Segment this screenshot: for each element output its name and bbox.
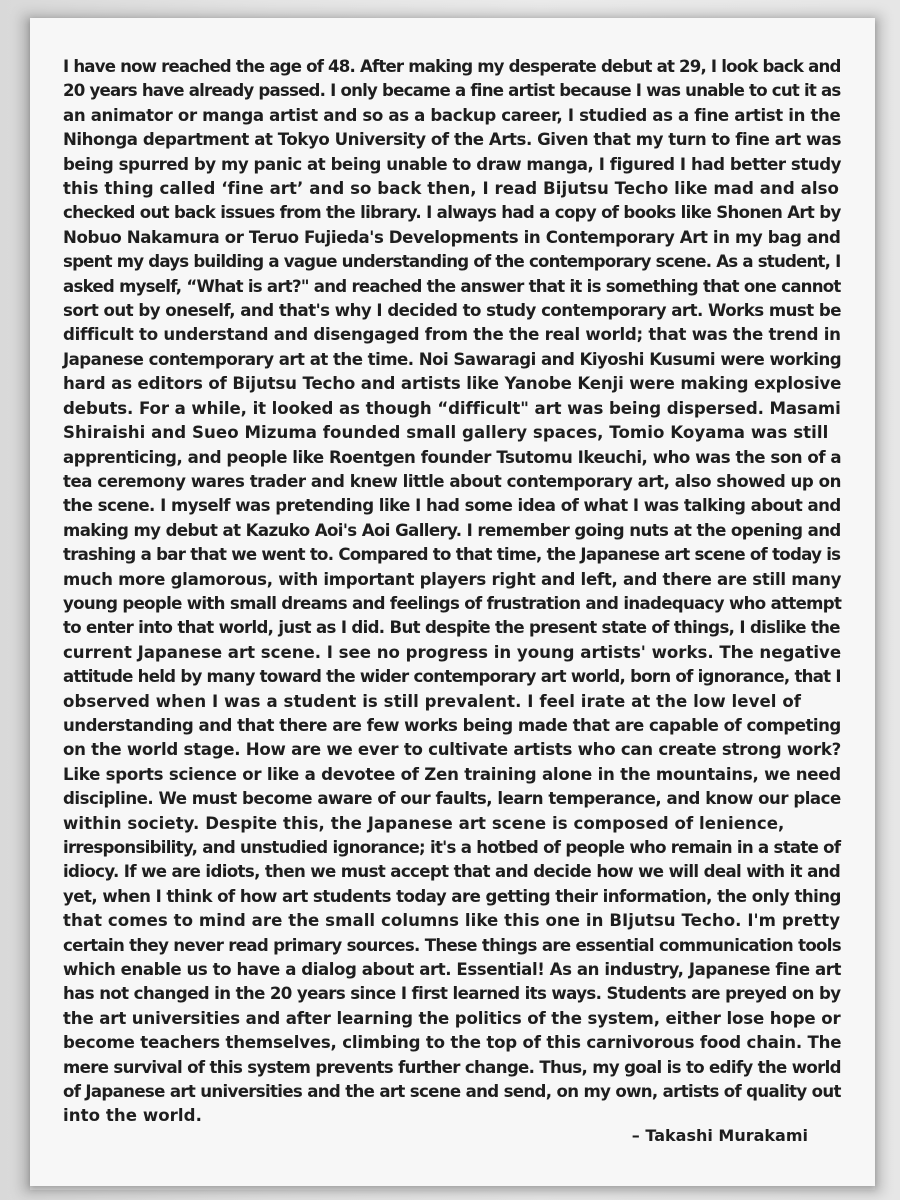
statement-line: much more glamorous, with important players right and left, and there are still many — [63, 569, 842, 589]
statement-line: making my debut at Kazuko Aoi's Aoi Gallery. I remember going nuts at the opening and — [63, 520, 841, 540]
statement-line: within society. Despite this, the Japanese art scene is composed of lenience, — [63, 813, 785, 833]
statement-line: an animator or manga artist and so as a backup career, I studied as a fine artist in the — [63, 105, 841, 125]
statement-line: difficult to understand and disengaged from the the real world; that was the trend in — [63, 325, 841, 345]
statement-line: discipline. We must become aware of our faults, learn temperance, and know our place — [63, 789, 841, 809]
statement-line: sort out by oneself, and that's why I decided to study contemporary art. Works must be — [63, 301, 842, 321]
statement-line: young people with small dreams and feelings of frustration and inadequacy who attempt — [63, 593, 842, 613]
statement-line: Like sports science or like a devotee of Zen training alone in the mountains, we need — [63, 764, 841, 784]
statement-line: the art universities and after learning the politics of the system, either lose hope or — [63, 1008, 841, 1028]
statement-line: to enter into that world, just as I did. But despite the present state of things, I dislike the — [63, 618, 840, 638]
statement-line: debuts. For a while, it looked as though “difficult" art was being dispersed. Masami — [63, 398, 841, 418]
statement-line: tea ceremony wares trader and knew little about contemporary art, also showed up on — [63, 471, 841, 491]
statement-line: has not changed in the 20 years since I first learned its ways. Students are preyed on by — [63, 984, 841, 1004]
statement-line: 20 years have already passed. I only became a fine artist because I was unable to cut it as — [63, 81, 841, 101]
statement-line: attitude held by many toward the wider contemporary art world, born of ignorance, that I — [63, 667, 841, 687]
statement-line: Nobuo Nakamura or Teruo Fujieda's Developments in Contemporary Art in my bag and — [63, 227, 841, 247]
statement-line: certain they never read primary sources. These things are essential communication tools — [63, 935, 841, 955]
statement-line: idiocy. If we are idiots, then we must accept that and decide how we will deal with it and — [63, 862, 841, 882]
attribution: – Takashi Murakami — [631, 1126, 808, 1145]
artist-statement — [63, 55, 845, 1129]
statement-line: Shiraishi and Sueo Mizuma founded small gallery spaces, Tomio Koyama was still — [63, 423, 829, 443]
statement-line: Japanese contemporary art at the time. Noi Sawaragi and Kiyoshi Kusumi were working — [63, 349, 842, 369]
statement-line: hard as editors of Bijutsu Techo and artists like Yanobe Kenji were making explosive — [63, 374, 842, 394]
statement-line: spent my days building a vague understanding of the contemporary scene. As a student, I — [63, 252, 841, 272]
statement-line: I have now reached the age of 48. After making my desperate debut at 29, I look back and — [63, 57, 841, 76]
statement-line: which enable us to have a dialog about art. Essential! As an industry, Japanese fine art — [63, 960, 842, 980]
statement-line: into the world. — [63, 1106, 202, 1126]
statement-line: trashing a bar that we went to. Compared to that time, the Japanese art scene of today is — [63, 545, 841, 565]
statement-line: asked myself, “What is art?" and reached the answer that it is something that one cannot — [63, 276, 841, 296]
statement-line: on the world stage. How are we ever to cultivate artists who can create strong work? — [63, 740, 842, 760]
statement-line: being spurred by my panic at being unable to draw manga, I figured I had better study — [63, 154, 842, 174]
statement-line: mere survival of this system prevents further change. Thus, my goal is to edify the world — [63, 1057, 841, 1077]
statement-line: the scene. I myself was pretending like I had some idea of what I was talking about and — [63, 496, 841, 516]
statement-line: observed when I was a student is still prevalent. I feel irate at the low level of — [63, 691, 802, 711]
statement-line: checked out back issues from the library. I always had a copy of books like Shonen Art by — [63, 203, 841, 223]
statement-line: become teachers themselves, climbing to the top of this carnivorous food chain. The — [63, 1033, 842, 1053]
statement-line: this thing called ‘fine art’ and so back then, I read Bijutsu Techo like mad and also — [63, 179, 839, 199]
statement-line: irresponsibility, and unstudied ignorance; it's a hotbed of people who remain in a state of — [63, 838, 841, 857]
statement-line: Nihonga department at Tokyo University of the Arts. Given that my turn to fine art was — [63, 130, 842, 150]
statement-line: of Japanese art universities and the art scene and send, on my own, artists of quality out — [63, 1082, 841, 1102]
statement-line: apprenticing, and people like Roentgen founder Tsutomu Ikeuchi, who was the son of a — [63, 447, 842, 467]
statement-line: current Japanese art scene. I see no progress in young artists' works. The negative — [63, 642, 842, 662]
statement-line: yet, when I think of how art students today are getting their information, the only thing — [63, 886, 841, 906]
statement-line: that comes to mind are the small columns like this one in BIjutsu Techo. I'm pretty — [63, 911, 841, 931]
statement-line: understanding and that there are few works being made that are capable of competing — [63, 715, 841, 735]
